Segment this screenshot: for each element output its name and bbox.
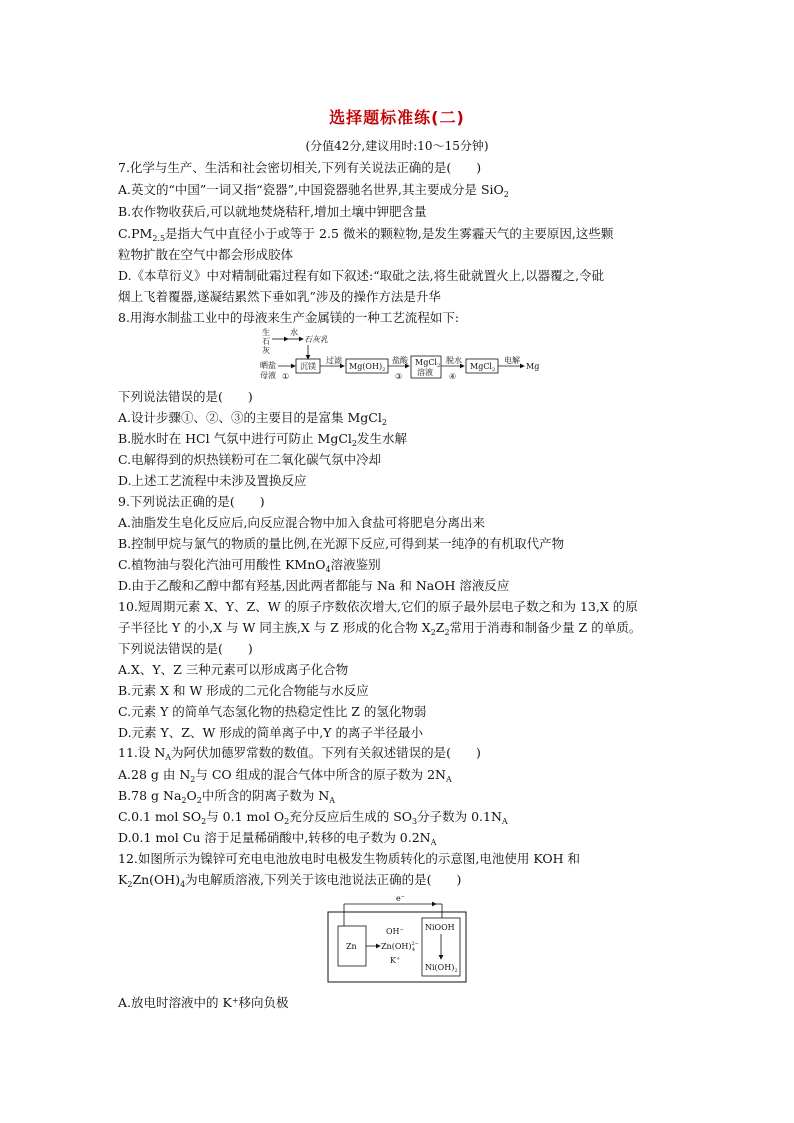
q7-option-a-sub: 2: [503, 190, 509, 199]
flow-mgcl2-sol: MgCl$_2$: [415, 358, 441, 369]
q10-stem-line2: [118, 620, 641, 636]
q11-option-a: [118, 767, 452, 783]
q7-option-b: B.农作物收获后,可以就地焚烧秸秆,增加土壤中钾肥含量: [118, 204, 427, 219]
flow-step3: ③: [395, 372, 403, 381]
flow-brine-1: 晒盐: [260, 361, 276, 370]
q7-option-c: [118, 226, 613, 242]
q9-option-c-sub: 4: [325, 565, 331, 574]
q8-option-b: [118, 431, 407, 447]
q11-c-sub3: 3: [412, 817, 418, 826]
q9-option-d: D.由于乙酸和乙醇中都有羟基,因此两者都能与 Na 和 NaOH 溶液反应: [118, 578, 510, 593]
q9-option-a: A.油脂发生皂化反应后,向反应混合物中加入食盐可将肥皂分离出来: [118, 515, 485, 530]
q8-option-a: [118, 410, 387, 426]
q8-option-a-sub: 2: [381, 418, 387, 427]
q10-option-d: D.元素 Y、Z、W 形成的简单离子中,Y 的离子半径最小: [118, 725, 423, 740]
q7-option-c-sub: 2.5: [152, 234, 166, 243]
flow-step1: ①: [282, 372, 290, 381]
q8-option-b-sub: 2: [351, 439, 357, 448]
q9-option-b: B.控制甲烷与氯气的物质的量比例,在光源下反应,可得到某一纯净的有机取代产物: [118, 536, 565, 551]
q10-stem2-text: 子半径比 Y 的小,X 与 W 同主族,X 与 Z 形成的化合物 X: [118, 620, 431, 635]
q12-a-post: 移向负极: [238, 995, 289, 1010]
q7-stem: 7.化学与生产、生活和社会密切相关,下列有关说法正确的是( ): [118, 160, 482, 175]
znoh4-label: Zn(OH)$^{2-}$ 4: [381, 941, 419, 953]
flow-brine-2: 母液: [260, 371, 276, 380]
q10-stem2-sub2: 2: [444, 628, 450, 637]
q11-a-sub2: A: [446, 775, 452, 784]
q11-c-mid: 与 0.1 mol O: [206, 809, 285, 824]
flow-mgcl2-sol-2: 溶液: [417, 368, 433, 377]
k-label: K+: [390, 956, 401, 965]
q7-option-d-line2: 烟上飞着覆器,遂凝结累然下垂如乳”涉及的操作方法是升华: [118, 289, 441, 304]
q12-stem2-mid: Zn(OH): [132, 872, 181, 887]
q11-b-post: 中所含的阴离子数为 N: [201, 788, 330, 803]
q11-c-text: C.0.1 mol SO: [118, 809, 202, 824]
q8-option-b-text: B.脱水时在 HCl 气氛中进行可防止 MgCl: [118, 431, 352, 446]
q7-option-c-cont: 粒物扩散在空气中都会形成胶体: [118, 247, 294, 262]
q8-stem: 8.用海水制盐工业中的母液来生产金属镁的一种工艺流程如下:: [118, 310, 460, 325]
q12-stem2-text: K: [118, 872, 128, 887]
page-subtitle: (分值42分,建议用时:10～15分钟): [305, 139, 489, 153]
q11-b-sub3: A: [329, 796, 336, 805]
flow-water: 水: [290, 328, 298, 337]
page-title: 选择题标准练(二): [329, 108, 465, 127]
q11-a-text: A.28 g 由 N: [118, 767, 191, 782]
q11-a-mid: 与 CO 组成的混合气体中所含的原子数为 2N: [195, 767, 446, 782]
flow-electrolysis: 电解: [504, 356, 520, 365]
q11-c-mid2: 充分反应后生成的 SO: [289, 809, 413, 824]
nioh2-label: $Ni(OH)_2$: [425, 963, 458, 974]
q12-stem-line2: [118, 872, 461, 888]
q8-ask: 下列说法错误的是( ): [118, 389, 253, 404]
q10-option-c: C.元素 Y 的简单气态氢化物的热稳定性比 Z 的氢化物弱: [118, 704, 427, 719]
q11-stem-sub: A: [165, 753, 172, 762]
q11-option-d: [118, 830, 436, 846]
q11-b-mid: O: [186, 788, 197, 803]
q12-stem2-post: 为电解质溶液,下列关于该电池说法正确的是( ): [185, 872, 462, 887]
q9-option-c-text2: 溶液鉴别: [330, 557, 381, 572]
q9-stem: 9.下列说法正确的是( ): [118, 494, 265, 509]
q8-option-c: C.电解得到的炽热镁粉可在二氧化碳气氛中冷却: [118, 452, 382, 467]
q10-option-a: A.X、Y、Z 三种元素可以形成离子化合物: [118, 662, 349, 677]
q11-b-sub1: 2: [181, 796, 187, 805]
q10-ask: 下列说法错误的是( ): [118, 641, 253, 656]
zn-label: Zn: [346, 942, 357, 951]
q7-option-a-text: A.英文的“中国”一词又指“瓷器”,中国瓷器驰名世界,其主要成分是 SiO: [118, 182, 504, 197]
q7-option-c-text2: 是指大气中直径小于或等于 2.5 微米的颗粒物,是发生雾霾天气的主要原因,这些颗: [165, 226, 614, 241]
q8-option-b-text2: 发生水解: [357, 431, 408, 446]
flow-filter: 过滤: [326, 356, 342, 365]
q12-option-a: [118, 995, 289, 1011]
electron-label: e−: [396, 896, 405, 903]
q11-stem: [118, 745, 481, 761]
q12-a-text: A.放电时溶液中的 K: [118, 995, 232, 1010]
flow-mg: Mg: [526, 362, 540, 371]
q11-c-sub1: 2: [201, 817, 207, 826]
q11-option-c: [118, 809, 508, 825]
flow-dehydrate: 脱水: [446, 356, 462, 365]
q11-c-sub4: A: [501, 817, 508, 826]
flow-lime-1: 生: [262, 328, 270, 337]
oh-label: OH−: [386, 927, 404, 936]
q11-option-b: [118, 788, 335, 804]
q7-option-d-line1: D.《本草衍义》中对精制砒霜过程有如下叙述:“取砒之法,将生砒就置火上,以器覆之,令砒: [118, 268, 605, 283]
q11-b-text: B.78 g Na: [118, 788, 182, 803]
q11-b-sub2: 2: [196, 796, 202, 805]
q11-stem-text: 11.设 N: [118, 745, 166, 760]
flow-step4: ④: [449, 372, 457, 381]
q7-option-a: [118, 182, 509, 198]
q12-stem2-sub2: 4: [180, 880, 186, 889]
q10-stem2-post: 常用于消毒和制备少量 Z 的单质。: [449, 620, 642, 635]
q10-option-b: B.元素 X 和 W 形成的二元化合物能与水反应: [118, 683, 369, 698]
q7-option-c-text: C.PM: [118, 226, 153, 241]
niooh-label: NiOOH: [425, 923, 455, 932]
flow-mgcl2: MgCl$_2$: [470, 362, 496, 373]
q12-a-sup: +: [231, 996, 239, 1005]
q9-option-c-text: C.植物油与裂化汽油可用酸性 KMnO: [118, 557, 326, 572]
flow-precip: 沉镁: [300, 362, 316, 371]
q12-stem2-sub1: 2: [127, 880, 133, 889]
q11-d-sub1: A: [430, 838, 437, 847]
q11-stem-post: 为阿伏加德罗常数的数值。下列有关叙述错误的是( ): [171, 745, 481, 760]
q10-stem2-sub1: 2: [430, 628, 436, 637]
q9-option-c: [118, 557, 381, 573]
flow-mgoh2: $Mg(OH)_2$: [349, 362, 386, 373]
flow-lime-2: 石: [262, 337, 270, 346]
q8-flow-diagram: [258, 326, 548, 386]
flow-lime-milk: 石灰乳: [304, 335, 328, 344]
q12-stem-line1: 12.如图所示为镍锌可充电电池放电时电极发生物质转化的示意图,电池使用 KOH 和: [118, 851, 580, 866]
flow-hcl: 盐酸: [392, 356, 408, 365]
q12-battery-diagram: [326, 896, 476, 986]
q8-option-a-text: A.设计步骤①、②、③的主要目的是富集 MgCl: [118, 410, 382, 425]
q10-stem-line1: 10.短周期元素 X、Y、Z、W 的原子序数依次增大,它们的原子最外层电子数之和为 13,X 的原: [118, 599, 638, 614]
q11-a-sub1: 2: [190, 775, 196, 784]
q11-c-sub2: 2: [284, 817, 290, 826]
q8-option-d: D.上述工艺流程中未涉及置换反应: [118, 473, 307, 488]
flow-lime-3: 灰: [262, 346, 270, 355]
q11-d-text: D.0.1 mol Cu 溶于足量稀硝酸中,转移的电子数为 0.2N: [118, 830, 431, 845]
q11-c-post: 分子数为 0.1N: [417, 809, 502, 824]
q10-stem2-mid: Z: [435, 620, 445, 635]
